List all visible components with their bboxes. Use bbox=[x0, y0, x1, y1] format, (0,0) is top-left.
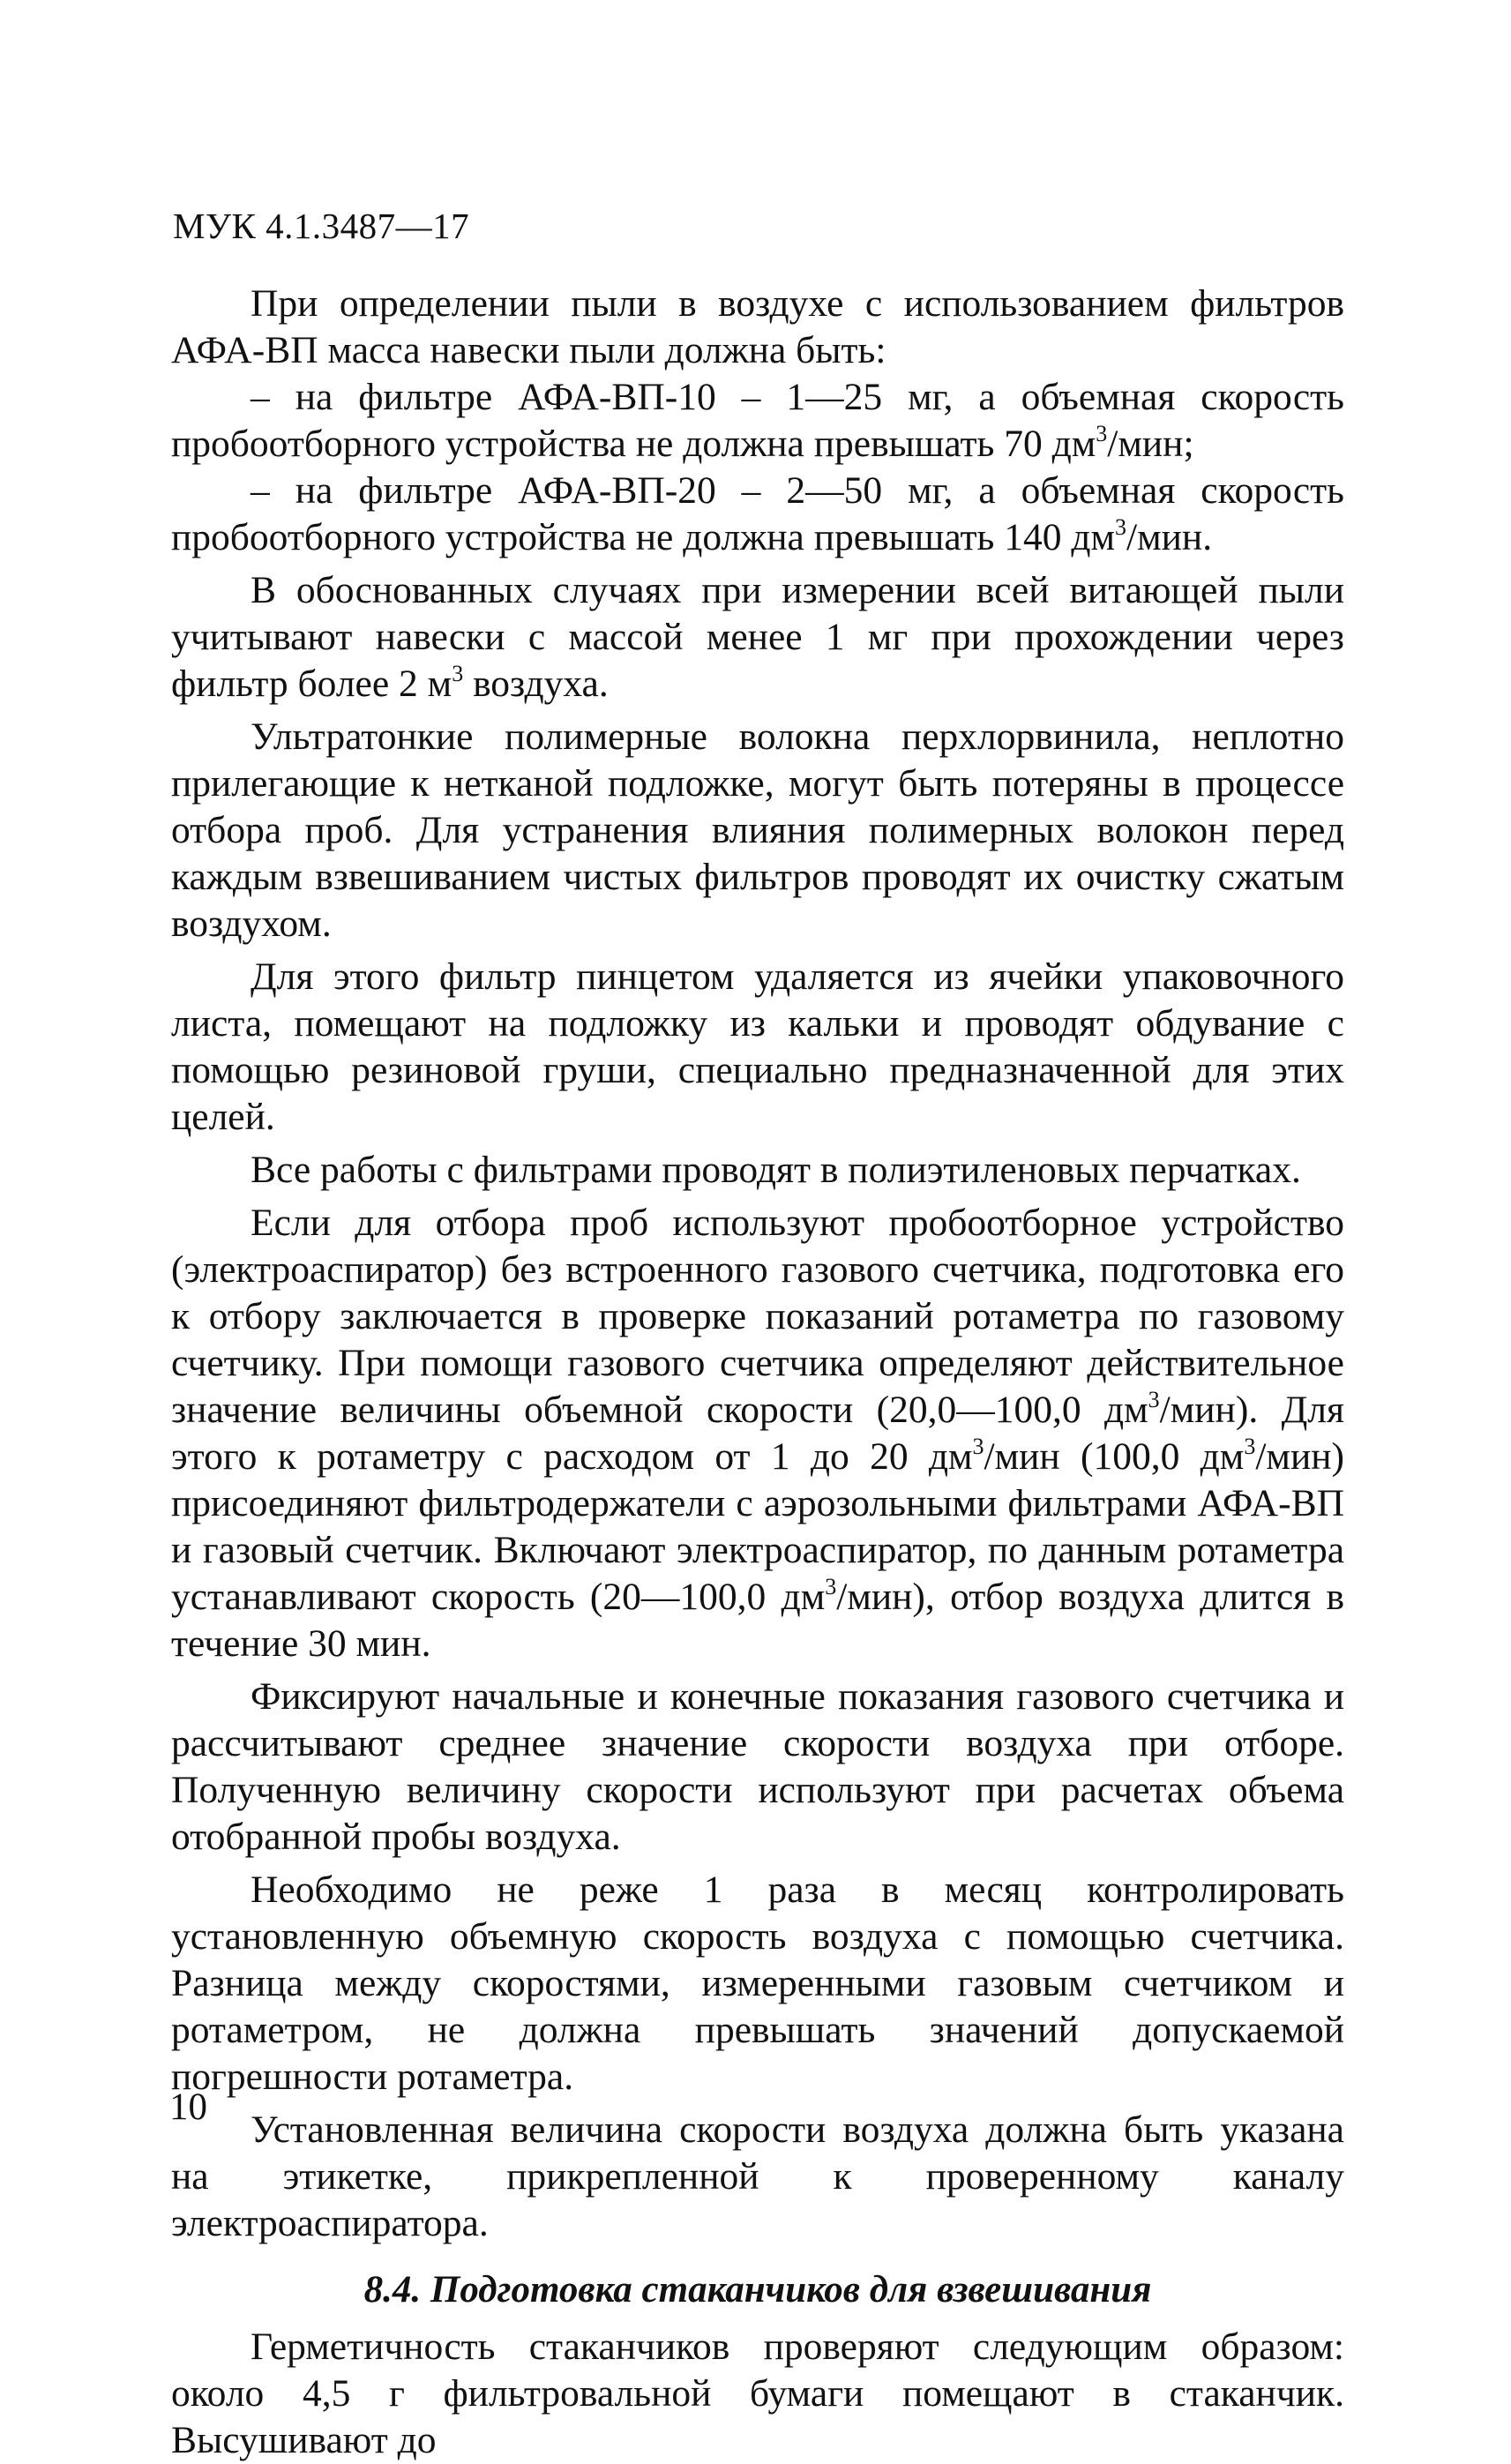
text-run: /мин; bbox=[1107, 423, 1194, 465]
running-header: МУК 4.1.3487—17 bbox=[173, 206, 470, 246]
page-number: 10 bbox=[169, 2086, 207, 2128]
paragraph-filter-mass-intro: При определении пыли в воздухе с использованием фильтров АФА-ВП масса навески пыли должна быть: bbox=[171, 282, 1344, 371]
text-run: /мин). Для этого к ротаметру с расходом от 1 до 20 дм bbox=[171, 1389, 1344, 1478]
text-run: /мин), отбор воздуха длится в течение 30 мин. bbox=[171, 1576, 1344, 1665]
superscript: 3 bbox=[452, 661, 464, 686]
text-run: /мин) присоединяют фильтродержатели с аэрозольными фильтрами АФА-ВП и газовый счетчик. Включают электроаспиратор, по данным ротаметра устанавливают скорость (20—100,0 дм bbox=[171, 1435, 1344, 1618]
superscript: 3 bbox=[1148, 1387, 1160, 1412]
paragraph-monthly-control: Необходимо не реже 1 раза в месяц контролировать установленную объемную скорость воздуха с помощью счетчика. Разница между скоростями, измеренными газовым счетчиком и ротаметром, не должна превышать значений допускаемой погрешности ротаметра. bbox=[171, 1869, 1344, 2098]
body-text bbox=[171, 281, 1344, 2464]
text-run: В обоснованных случаях при измерении всей витающей пыли учитывают навески с массой менее 1 мг при прохождении через фильтр более 2 м bbox=[171, 569, 1344, 705]
paragraph-afa-vp-10 bbox=[171, 374, 1344, 468]
superscript: 3 bbox=[1244, 1434, 1256, 1459]
superscript: 3 bbox=[825, 1574, 837, 1599]
paragraph-gloves: Все работы с фильтрами проводят в полиэтиленовых перчатках. bbox=[251, 1149, 1301, 1191]
text-run: /мин. bbox=[1126, 516, 1213, 558]
paragraph-afa-vp-20 bbox=[171, 468, 1344, 561]
paragraph-filter-cleaning: Для этого фильтр пинцетом удаляется из ячейки упаковочного листа, помещают на подложку из кальки и проводят обдувание с помощью резиновой груши, специально предназначенной для этих целей. bbox=[171, 955, 1344, 1138]
paragraph-justified-cases bbox=[171, 567, 1344, 708]
text-run: Если для отбора проб используют пробоотборное устройство (электроаспиратор) без встроенного газового счетчика, подготовка его к отбору заключается в проверке показаний ротаметра по газовому счетчику. При помощи газового счетчика определяют действительное значение величины объемной скорости (20,0—100,0 дм bbox=[171, 1202, 1344, 1431]
text-run: – на фильтре АФА-ВП-10 – 1—25 мг, а объемная скорость пробоотборного устройства не должна превышать 70 дм bbox=[171, 376, 1344, 465]
superscript: 3 bbox=[972, 1434, 984, 1459]
section-heading: 8.4. Подготовка стаканчиков для взвешивания bbox=[363, 2269, 1152, 2310]
text-run: /мин (100,0 дм bbox=[984, 1435, 1245, 1478]
superscript: 3 bbox=[1115, 514, 1127, 540]
paragraph-ultrathin-fibers: Ультратонкие полимерные волокна перхлорвинила, неплотно прилегающие к нетканой подложке, могут быть потеряны в процессе отбора проб. Для устранения влияния полимерных волокон перед каждым взвешиванием чистых фильтров проводят их очистку сжатым воздухом. bbox=[171, 715, 1344, 945]
paragraph-counter-readings: Фиксируют начальные и конечные показания газового счетчика и рассчитывают среднее значение скорости воздуха при отборе. Полученную величину скорости используют при расчетах объема отобранной пробы воздуха. bbox=[171, 1675, 1344, 1858]
paragraph-label-requirement: Установленная величина скорости воздуха должна быть указана на этикетке, прикрепленной к проверенному каналу электроаспиратора. bbox=[171, 2108, 1344, 2244]
superscript: 3 bbox=[1096, 421, 1108, 446]
text-run: – на фильтре АФА-ВП-20 – 2—50 мг, а объемная скорость пробоотборного устройства не должна превышать 140 дм bbox=[171, 469, 1344, 558]
text-run: воздуха. bbox=[463, 663, 609, 705]
paragraph-cup-tightness: Герметичность стаканчиков проверяют следующим образом: около 4,5 г фильтровальной бумаги помещают в стаканчик. Высушивают до bbox=[171, 2325, 1344, 2461]
paragraph-aspirator-preparation bbox=[171, 1200, 1344, 1667]
